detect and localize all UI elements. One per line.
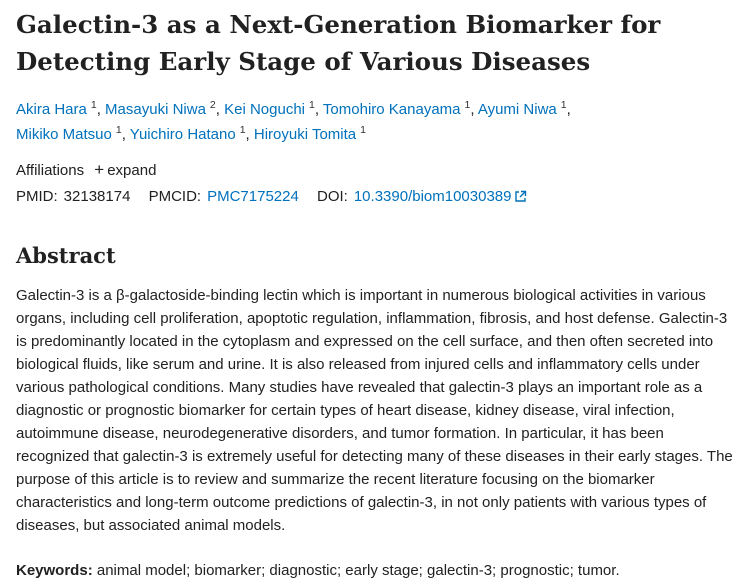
keywords-row [16,560,734,582]
author-separator: , [121,126,130,143]
keywords-text: animal model; biomarker; diagnostic; early stage; galectin-3; prognostic; tumor. [96,562,620,579]
identifier-row [16,187,527,209]
author-separator: , [215,101,225,118]
author-separator: , [566,101,571,118]
author-link[interactable]: Ayumi Niwa [477,101,557,118]
affiliations-label: Affiliations [16,162,85,179]
affiliation-ref[interactable]: 1 [360,124,366,136]
affiliation-ref[interactable]: 1 [115,124,122,136]
pmid-value: 32138174 [63,188,131,205]
affiliation-ref[interactable]: 1 [560,99,567,111]
affiliation-ref[interactable]: 2 [209,99,216,111]
author-link[interactable]: Akira Hara [16,101,87,118]
pmcid-label: PMCID: [148,188,202,205]
keywords-label: Keywords: [16,562,93,579]
abstract-heading: Abstract [16,243,116,268]
affiliations-row [16,160,156,181]
affiliation-ref[interactable]: 1 [309,99,315,111]
plus-icon: + [94,160,105,179]
expand-affiliations-button[interactable] [94,162,156,179]
author-separator: , [470,101,478,118]
author-separator: , [245,126,254,143]
affiliation-ref[interactable]: 1 [464,99,471,111]
author-link[interactable]: Masayuki Niwa [105,101,206,118]
affiliation-ref[interactable]: 1 [239,124,246,136]
affiliation-ref[interactable]: 1 [90,99,97,111]
external-link-icon[interactable] [514,189,527,209]
author-separator: , [314,101,323,118]
author-link[interactable]: Tomohiro Kanayama [322,101,461,118]
author-list [16,97,731,147]
pmcid-link[interactable]: PMC7175224 [207,188,299,205]
doi-label: DOI: [317,188,348,205]
author-separator: , [96,101,106,118]
author-link[interactable]: Yuichiro Hatano [129,126,236,143]
pmid-label: PMID: [16,188,58,205]
expand-label: expand [107,162,157,179]
author-link[interactable]: Hiroyuki Tomita [253,126,357,143]
author-link[interactable]: Kei Noguchi [224,101,305,118]
article-title: Galectin-3 as a Next-Generation Biomarker for Detecting Early Stage of Various Diseases [16,10,661,76]
doi-link[interactable]: 10.3390/biom10030389 [353,188,512,205]
abstract-text: Galectin-3 is a β-galactoside-binding lectin which is important in numerous biological activities in various organs, including cell proliferation, apoptotic regulation, inflammation, fibrosis, and host defense. Galectin-3 is predominantly located in the cytoplasm and expressed on the cell surface, and then often secreted into biological fluids, like serum and urine. It is also released from injured cells and inflammatory cells under various pathological conditions. Many studies have revealed that galectin-3 plays an important role as a diagnostic or prognostic biomarker for certain types of heart disease, kidney disease, viral infection, autoimmune disease, neurodegenerative disorders, and tumor formation. In particular, it has been recognized that galectin-3 is extremely useful for detecting many of these diseases in their early stages. The purpose of this article is to review and summarize the recent literature focusing on the biomarker characteristics and long-term outcome predictions of galectin-3, in not only patients with various types of diseases, but associated animal models. [16,287,733,534]
author-link[interactable]: Mikiko Matsuo [16,126,112,143]
